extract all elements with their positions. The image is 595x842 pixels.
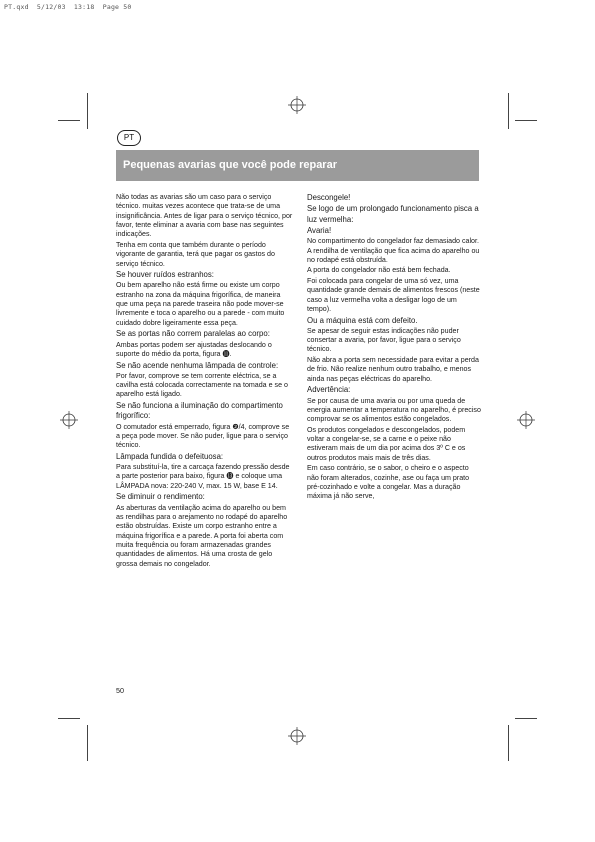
section-heading: Se houver ruídos estranhos: <box>116 270 214 280</box>
print-slug: PT.qxd 5/12/03 13:18 Page 50 <box>4 3 132 11</box>
section-heading: Ou a máquina está com defeito. <box>307 315 418 325</box>
body-paragraph: Em caso contrário, se o sabor, o cheiro e o aspecto não foram alterados, cozinhe, ase ou faça um prato pré-cozinhado e volte a congelar. Mas a duração máxima já não serve, <box>307 464 470 501</box>
section-heading: Lâmpada fundida o defeituosa: <box>116 451 224 461</box>
body-paragraph: Os produtos congelados e descongelados, podem voltar a congelar-se, se a carne e o peixe não estiveram mais de um dia por acima dos 3º C e os outros produtos mais mais de três dias. <box>307 425 466 462</box>
right-column <box>307 193 481 503</box>
section-heading: Se diminuir o rendimento: <box>116 492 205 502</box>
page-title: Pequenas avarias que você pode reparar <box>123 159 337 171</box>
body-paragraph: Tenha em conta que também durante o período vigorante de garantia, terá que pagar os gastos do serviço técnico. <box>116 240 275 268</box>
body-paragraph: O comutador está emperrado, figura ❷/4, comprove se a peça pode mover. Se não puder, ligue para o serviço técnico. <box>116 422 290 450</box>
body-paragraph: Por favor, comprove se tem corrente eléctrica, se a cavilha está colocada correctamente na tomada e se o aparelho está ligado. <box>116 371 288 399</box>
section-heading: Se não funciona a iluminação do compartimento frigorífico: <box>116 401 283 421</box>
body-paragraph: Não todas as avarias são um caso para o serviço técnico. muitas vezes acontece que trata-se de uma insignificância. Antes de ligar para o serviço técnico, por favor, tente eliminar a avaria com base nas seguintes indicações. <box>116 193 293 239</box>
left-column <box>116 193 294 570</box>
section-heading: Se logo de um prolongado funcionamento pisca a luz vermelha: <box>307 204 479 224</box>
body-paragraph: Foi colocada para congelar de uma só vez, uma quantidade grande demais de alimentos frescos (neste caso a luz vermelha volta a desligar logo de um tempo). <box>307 276 480 313</box>
body-paragraph: Se apesar de seguir estas indicações não puder consertar a avaria, por favor, ligue para o serviço técnico. <box>307 326 461 354</box>
body-paragraph: Se por causa de uma avaria ou por uma queda de energia aumentar a temperatura no aparelho, é preciso comprovar se os alimentos estão congelados. <box>307 396 481 424</box>
language-badge: PT <box>117 130 141 146</box>
body-paragraph: Ou bem aparelho não está firme ou existe um corpo estranho na zona da máquina frigorífica, de maneira que uma peça na parede traseira não pode mover-se livremente e toca o aparelho ou a parede - com muito cuidado dobre ligeiramente essa peça. <box>116 281 285 327</box>
registration-mark-icon <box>288 727 306 745</box>
body-paragraph: Para substituí-la, tire a carcaça fazendo pressão desde a parte posterior para baixo, figura ⓭ e coloque uma LÂMPADA nova: 220-240 V, max. 15 W, base E 14. <box>116 463 290 490</box>
section-heading: Advertência: <box>307 385 351 395</box>
registration-mark-icon <box>288 96 306 114</box>
section-heading: Avaria! <box>307 225 332 235</box>
body-paragraph: As aberturas da ventilação acima do aparelho ou bem as rendilhas para o arejamento no rodapé do aparelho estão obstruídas. Existe um corpo estranho entre a máquina frigorífica e a parede. A porta foi aberta com muita frequência ou foram armazenadas grandes quantidades de alimentos. Há uma crosta de gelo grossa demais no congelador. <box>116 503 288 568</box>
body-paragraph: A porta do congelador não está bem fechada. <box>307 266 451 275</box>
body-paragraph: Ambas portas podem ser ajustadas deslocando o suporte do médio da porta, figura ⓫. <box>116 340 272 358</box>
registration-mark-icon <box>517 411 535 429</box>
section-title-bar <box>116 150 479 181</box>
section-heading: Descongele! <box>307 193 351 202</box>
body-paragraph: No compartimento do congelador faz demasiado calor. A rendilha de ventilação que fica acima do aparelho ou no rodapé está obstruída. <box>307 237 480 264</box>
page-number: 50 <box>116 686 124 695</box>
body-paragraph: Não abra a porta sem necessidade para evitar a perda de frio. Não realize nenhum outro trabalho, e menos ainda nas peças eléctricas do aparelho. <box>307 356 479 383</box>
section-heading: Se as portas não correm paralelas ao corpo: <box>116 329 270 339</box>
registration-mark-icon <box>60 411 78 429</box>
section-heading: Se não acende nenhuma lâmpada de controle: <box>116 360 279 370</box>
